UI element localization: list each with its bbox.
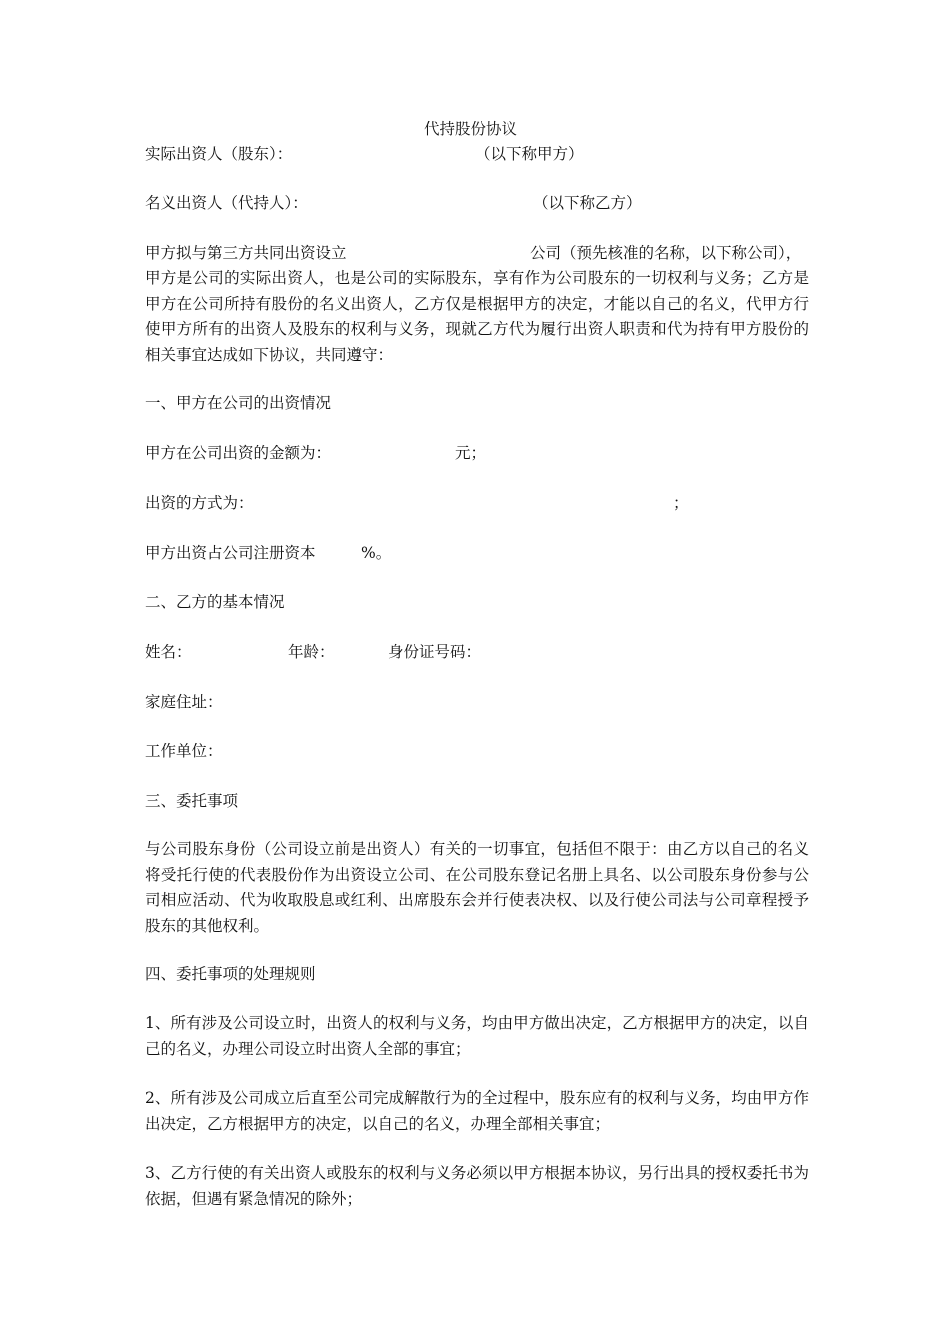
- document-title: 代持股份协议: [424, 120, 518, 138]
- section2-heading: 二、乙方的基本情况: [145, 593, 285, 611]
- work-label: 工作单位：: [145, 742, 223, 760]
- party-a-suffix: （以下称甲方）: [475, 145, 584, 163]
- party-a-label: 实际出资人（股东）：: [145, 145, 293, 163]
- amount-label: 甲方在公司出资的金额为：: [145, 444, 332, 462]
- preamble-company: 公司（预先核准的名称，以下称公司），: [530, 244, 802, 262]
- preamble-start: 甲方拟与第三方共同出资设立: [145, 244, 347, 262]
- address-label: 家庭住址：: [145, 693, 223, 711]
- name-label: 姓名：: [145, 643, 192, 661]
- section3-body: 与公司股东身份（公司设立前是出资人）有关的一切事宜，包括但不限于：由乙方以自己的名义将受托行使的代表股份作为出资设立公司、在公司股东登记名册上具名、以公司股东身份参与公司相应活动、代为收取股息或红利、出席股东会并行使表决权、以及行使公司法与公司章程授予股东的其他权利。: [145, 840, 809, 935]
- method-end: ；: [673, 494, 689, 512]
- amount-unit: 元；: [455, 444, 487, 462]
- age-label: 年龄：: [288, 643, 335, 661]
- method-label: 出资的方式为：: [145, 494, 254, 512]
- preamble-body: 甲方是公司的实际出资人，也是公司的实际股东，享有作为公司股东的一切权利与义务；乙方是甲方在公司所持有股份的名义出资人，乙方仅是根据甲方的决定，才能以自己的名义，代甲方行使甲方所有的出资人及股东的权利与义务，现就乙方代为履行出资人职责和代为持有甲方股份的相关事宜达成如下协议，共同遵守：: [145, 269, 809, 364]
- rule-1: 1、所有涉及公司设立时，出资人的权利与义务，均由甲方做出决定，乙方根据甲方的决定，以自己的名义，办理公司设立时出资人全部的事宜；: [145, 1014, 809, 1058]
- id-label: 身份证号码：: [388, 643, 482, 661]
- section3-heading: 三、委托事项: [145, 792, 239, 810]
- section1-heading: 一、甲方在公司的出资情况: [145, 394, 332, 412]
- rule-2: 2、所有涉及公司成立后直至公司完成解散行为的全过程中，股东应有的权利与义务，均由甲方作出决定，乙方根据甲方的决定，以自己的名义，办理全部相关事宜；: [145, 1089, 809, 1133]
- section4-heading: 四、委托事项的处理规则: [145, 965, 316, 983]
- ratio-unit: %。: [361, 544, 392, 562]
- rule-3: 3、乙方行使的有关出资人或股东的权利与义务必须以甲方根据本协议，另行出具的授权委托书为依据，但遇有紧急情况的除外；: [145, 1164, 809, 1208]
- party-b-suffix: （以下称乙方）: [533, 194, 642, 212]
- party-b-label: 名义出资人（代持人）：: [145, 194, 308, 212]
- ratio-label: 甲方出资占公司注册资本: [145, 544, 316, 562]
